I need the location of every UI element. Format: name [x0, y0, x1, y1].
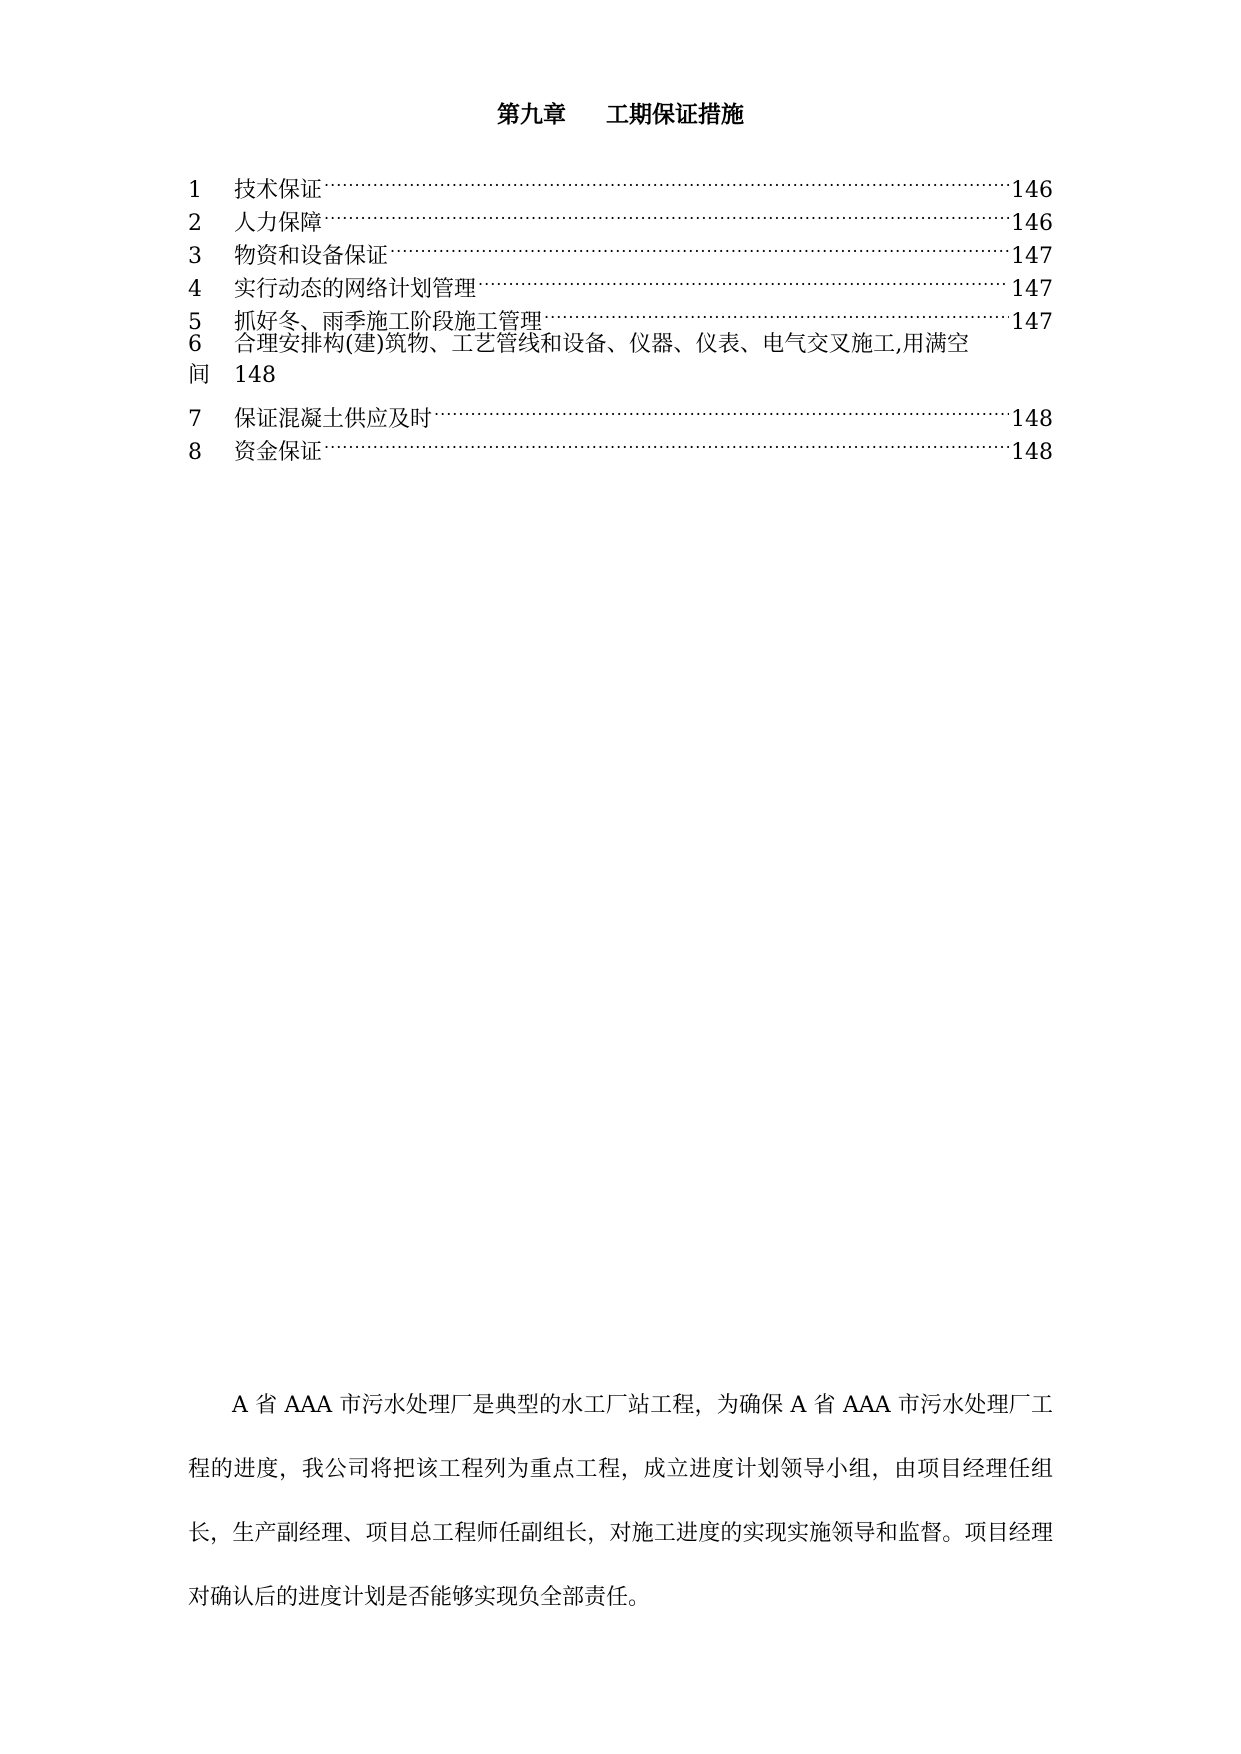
toc-leader-dots: [324, 426, 1009, 459]
chapter-heading: [0, 100, 1241, 130]
toc-entry-line2: [188, 360, 1053, 393]
toc-entry-wrapped[interactable]: [188, 329, 1053, 393]
toc-entry-page: 148: [1011, 440, 1053, 465]
toc-entry-line1: [188, 329, 1053, 360]
body-paragraph: A 省 AAA 市污水处理厂是典型的水工厂站工程，为确保 A 省 AAA 市污水处理厂工程的进度，我公司将把该工程列为重点工程，成立进度计划领导小组，由项目经理任组长，生产副经理、项目总工程师任副组长，对施工进度的实现实施领导和监督。项目经理对确认后的进度计划是否能够实现负全部责任。: [188, 1393, 1053, 1610]
toc-entry-page: 147: [1011, 244, 1053, 269]
toc-entry-number: 5: [188, 310, 202, 335]
toc-entry-number: 8: [188, 440, 202, 465]
toc-entry-number: 4: [188, 277, 202, 302]
toc-entry-page: 146: [1011, 178, 1053, 203]
toc-leader-dots: [478, 263, 1009, 296]
toc-entry-number: 1: [188, 178, 202, 203]
toc-entry-page: 146: [1011, 211, 1053, 236]
toc-entry-title: 资金保证: [234, 440, 323, 465]
toc-entry-title: 实行动态的网络计划管理: [234, 277, 477, 302]
toc-leader-dots: [324, 164, 1009, 197]
toc-leader-dots: [324, 197, 1009, 230]
toc-entry-page: 147: [1011, 310, 1053, 335]
toc-leader-dots: [434, 393, 1009, 426]
toc-entry-number: 3: [188, 244, 202, 269]
toc-entry-title: 人力保障: [234, 211, 323, 236]
toc-entry-page: 147: [1011, 277, 1053, 302]
toc-leader-dots: [544, 296, 1009, 329]
toc-entry[interactable]: [188, 393, 1053, 432]
toc-entry-number: 7: [188, 407, 202, 432]
toc-entry-number: 2: [188, 211, 202, 236]
chapter-number: 第九章: [497, 102, 566, 128]
toc-entry-title-tail: 间: [188, 363, 211, 388]
table-of-contents: [188, 164, 1053, 465]
toc-entry-number: 6: [188, 332, 202, 357]
toc-entry-title: 物资和设备保证: [234, 244, 389, 269]
toc-entry-title: 保证混凝土供应及时: [234, 407, 433, 432]
toc-entry-title: 技术保证: [234, 178, 323, 203]
toc-leader-dots: [390, 230, 1009, 263]
chapter-title: 工期保证措施: [606, 102, 744, 128]
toc-entry-title: 合理安排构(建)筑物、工艺管线和设备、仪器、仪表、电气交叉施工,用满空: [234, 332, 970, 357]
toc-entry-page: 148: [1011, 407, 1053, 432]
toc-entry-title: 抓好冬、雨季施工阶段施工管理: [234, 310, 543, 335]
toc-entry[interactable]: [188, 164, 1053, 203]
toc-entry-page: 148: [234, 363, 276, 388]
